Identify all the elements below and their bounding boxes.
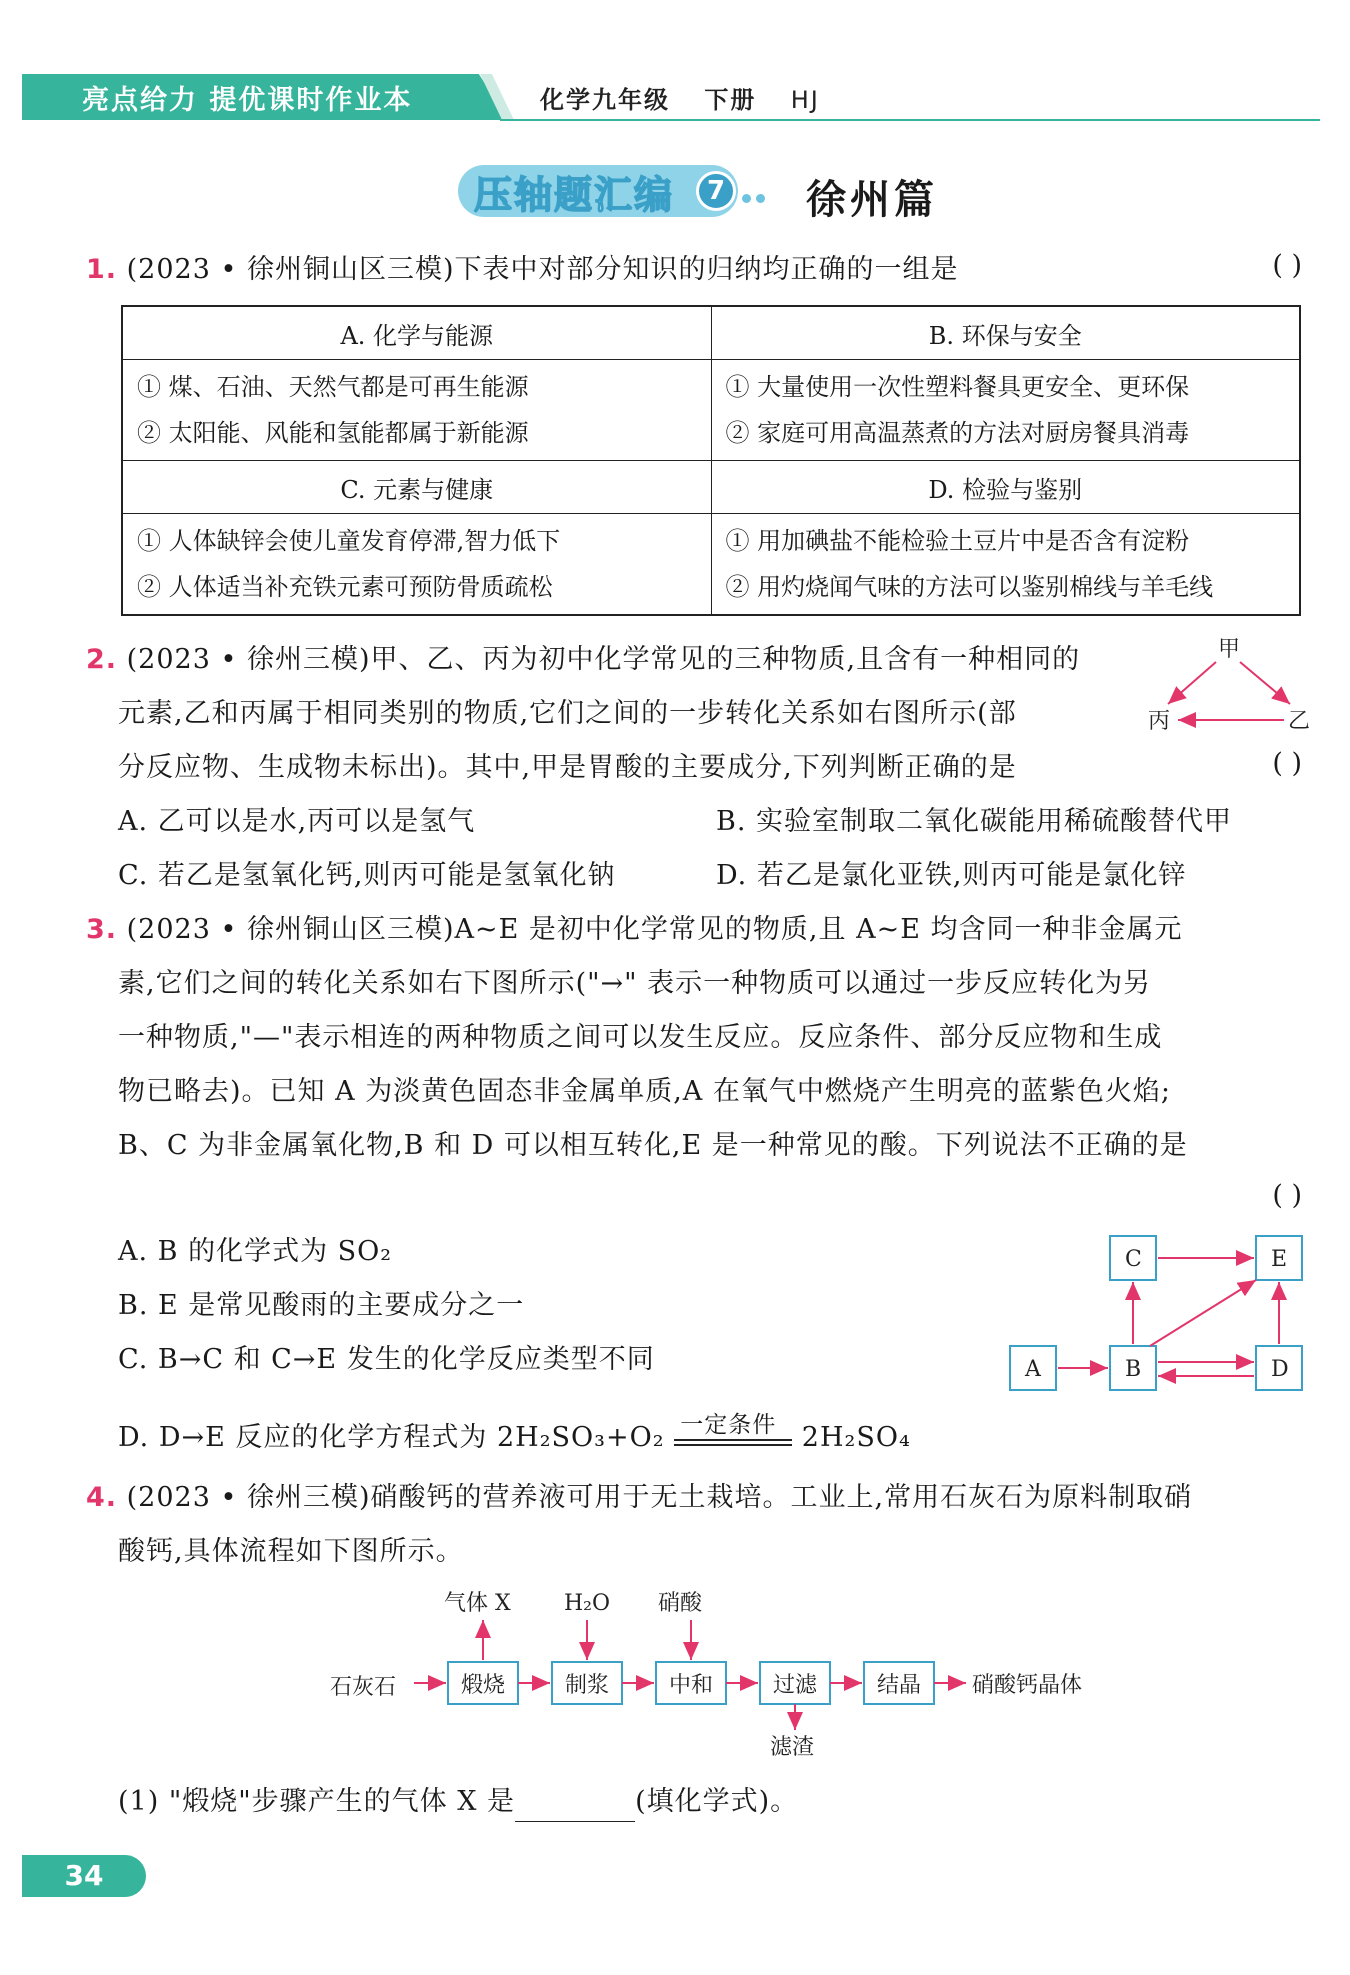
q1-answer-paren[interactable]: ( ) — [1272, 250, 1302, 281]
table-cell-a — [122, 360, 711, 461]
flow-step-neutralize: 中和 — [669, 1673, 714, 1698]
q2-option-b[interactable]: B. 实验室制取二氧化碳能用稀硫酸替代甲 — [716, 806, 1233, 837]
flow-residue: 滤渣 — [770, 1735, 815, 1760]
q3-line-3: 一种物质,"—"表示相连的两种物质之间可以发生反应。反应条件、部分反应物和生成 — [118, 1022, 1163, 1053]
q3-text: (2023 • 徐州铜山区三模)A~E 是初中化学常见的物质,且 A~E 均含同一种非金属元 — [126, 914, 1183, 945]
q3-equation-condition: 一定条件 — [680, 1412, 777, 1438]
q3-line-5: B、C 为非金属氧化物,B 和 D 可以相互转化,E 是一种常见的酸。下列说法不正确的是 — [118, 1130, 1188, 1161]
q3-label-a: A — [1025, 1357, 1041, 1382]
table-item: ② 用灼烧闻气味的方法可以鉴别棉线与羊毛线 — [725, 573, 1214, 601]
q2-arrow-jia-bing — [1168, 662, 1216, 704]
q4-line-1 — [86, 1478, 1192, 1518]
q2-diag-jia: 甲 — [1218, 638, 1241, 662]
q3-option-a[interactable]: A. B 的化学式为 SO₂ — [118, 1236, 393, 1267]
q2-line-3: 分反应物、生成物未标出)。其中,甲是胃酸的主要成分,下列判断正确的是 — [118, 752, 1017, 783]
q3-label-b: B — [1125, 1357, 1142, 1382]
q4-text: (2023 • 徐州三模)硝酸钙的营养液可用于无土栽培。工业上,常用石灰石为原料制取硝 — [126, 1482, 1193, 1513]
section-number-badge: 7 — [696, 171, 736, 211]
q3-relation-diagram — [1000, 1226, 1320, 1406]
flow-step-crystallize: 结晶 — [877, 1673, 922, 1698]
table-cell-b — [711, 360, 1300, 461]
flow-step-slurry: 制浆 — [565, 1673, 610, 1698]
q1-stem-text: (2023 • 徐州铜山区三模)下表中对部分知识的归纳均正确的一组是 — [126, 254, 959, 285]
table-cell-c — [122, 514, 711, 616]
q3-number: 3. — [86, 914, 118, 945]
q2-text: (2023 • 徐州三模)甲、乙、丙为初中化学常见的三种物质,且含有一种相同的 — [126, 644, 1081, 675]
q2-line-1 — [86, 640, 1080, 680]
q4-number: 4. — [86, 1482, 118, 1513]
flow-acid: 硝酸 — [658, 1591, 703, 1616]
section-subtitle: 徐州篇 — [806, 177, 938, 223]
q3-option-d-lhs: D. D→E 反应的化学方程式为 2H₂SO₃+O₂ — [118, 1422, 665, 1453]
table-header-d: D. 检验与鉴别 — [711, 461, 1300, 514]
q1-stem — [86, 250, 959, 290]
table-cell-d — [711, 514, 1300, 616]
q2-option-c[interactable]: C. 若乙是氢氧化钙,则丙可能是氢氧化钠 — [118, 860, 616, 891]
q2-line-2: 元素,乙和丙属于相同类别的物质,它们之间的一步转化关系如右图所示(部 — [118, 698, 1017, 729]
q2-arrow-jia-yi — [1240, 662, 1290, 704]
table-header-b: B. 环保与安全 — [711, 306, 1300, 360]
q3-option-b[interactable]: B. E 是常见酸雨的主要成分之一 — [118, 1290, 525, 1321]
q3-label-e: E — [1271, 1247, 1288, 1272]
q2-answer-paren[interactable]: ( ) — [1272, 748, 1302, 779]
table-item: ① 人体缺锌会使儿童发育停滞,智力低下 — [137, 527, 561, 555]
q3-option-c[interactable]: C. B→C 和 C→E 发生的化学反应类型不同 — [118, 1344, 655, 1375]
section-title: 压轴题汇编 — [474, 172, 675, 217]
q4-sub1-suffix: (填化学式)。 — [635, 1786, 799, 1817]
section-dots — [742, 188, 770, 207]
q4-line-2: 酸钙,具体流程如下图所示。 — [118, 1536, 464, 1567]
flow-step-calcine: 煅烧 — [461, 1673, 506, 1698]
q3-line-4: 物已略去)。已知 A 为淡黄色固态非金属单质,A 在氧气中燃烧产生明亮的蓝紫色火焰; — [118, 1076, 1171, 1107]
table-header-a: A. 化学与能源 — [122, 306, 711, 360]
q3-option-d-rhs: 2H₂SO₄ — [801, 1422, 911, 1453]
q2-number: 2. — [86, 644, 118, 675]
q2-option-d[interactable]: D. 若乙是氯化亚铁,则丙可能是氯化锌 — [716, 860, 1187, 891]
table-item: ② 太阳能、风能和氢能都属于新能源 — [137, 419, 529, 447]
q4-sub1-text: (1) "煅烧"步骤产生的气体 X 是 — [118, 1786, 516, 1817]
header-edition: HJ — [790, 86, 820, 114]
q3-line-1 — [86, 910, 1183, 950]
q3-arrow-b-e — [1150, 1280, 1256, 1346]
table-item: ② 人体适当补充铁元素可预防骨质疏松 — [137, 573, 553, 601]
q3-option-d[interactable] — [118, 1412, 911, 1458]
q3-equation-arrow — [674, 1412, 792, 1458]
q3-label-d: D — [1271, 1357, 1289, 1382]
q3-answer-paren[interactable]: ( ) — [1272, 1180, 1302, 1211]
flow-end: 硝酸钙晶体 — [972, 1673, 1083, 1698]
header-info — [540, 80, 844, 115]
flow-start: 石灰石 — [330, 1675, 397, 1700]
q2-option-a[interactable]: A. 乙可以是水,丙可以是氢气 — [118, 806, 476, 837]
table-header-c: C. 元素与健康 — [122, 461, 711, 514]
flow-water: H₂O — [564, 1591, 611, 1616]
header-brand: 亮点给力 提优课时作业本 — [82, 85, 413, 116]
table-item: ② 家庭可用高温蒸煮的方法对厨房餐具消毒 — [725, 419, 1190, 447]
flow-step-filter: 过滤 — [773, 1673, 818, 1698]
q3-line-2: 素,它们之间的转化关系如右下图所示("→" 表示一种物质可以通过一步反应转化为另 — [118, 968, 1152, 999]
q2-diag-yi: 乙 — [1288, 709, 1311, 734]
q3-label-c: C — [1125, 1247, 1142, 1272]
header-volume: 下册 — [704, 86, 757, 114]
flow-gas: 气体 X — [444, 1591, 511, 1616]
q2-diag-bing: 丙 — [1148, 709, 1171, 734]
q1-number: 1. — [86, 254, 118, 285]
page-number: 34 — [22, 1855, 146, 1897]
q4-sub1-answer-blank[interactable] — [515, 1793, 635, 1822]
table-item: ① 用加碘盐不能检验土豆片中是否含有淀粉 — [725, 527, 1190, 555]
q4-sub1 — [118, 1782, 798, 1822]
table-item: ① 大量使用一次性塑料餐具更安全、更环保 — [725, 373, 1190, 401]
q2-triangle-diagram — [1140, 638, 1320, 738]
header-subject: 化学九年级 — [540, 86, 670, 114]
q4-flow-diagram — [320, 1582, 1120, 1772]
q1-knowledge-table — [121, 305, 1301, 616]
header-rule — [500, 119, 1320, 121]
table-item: ① 煤、石油、天然气都是可再生能源 — [137, 373, 529, 401]
